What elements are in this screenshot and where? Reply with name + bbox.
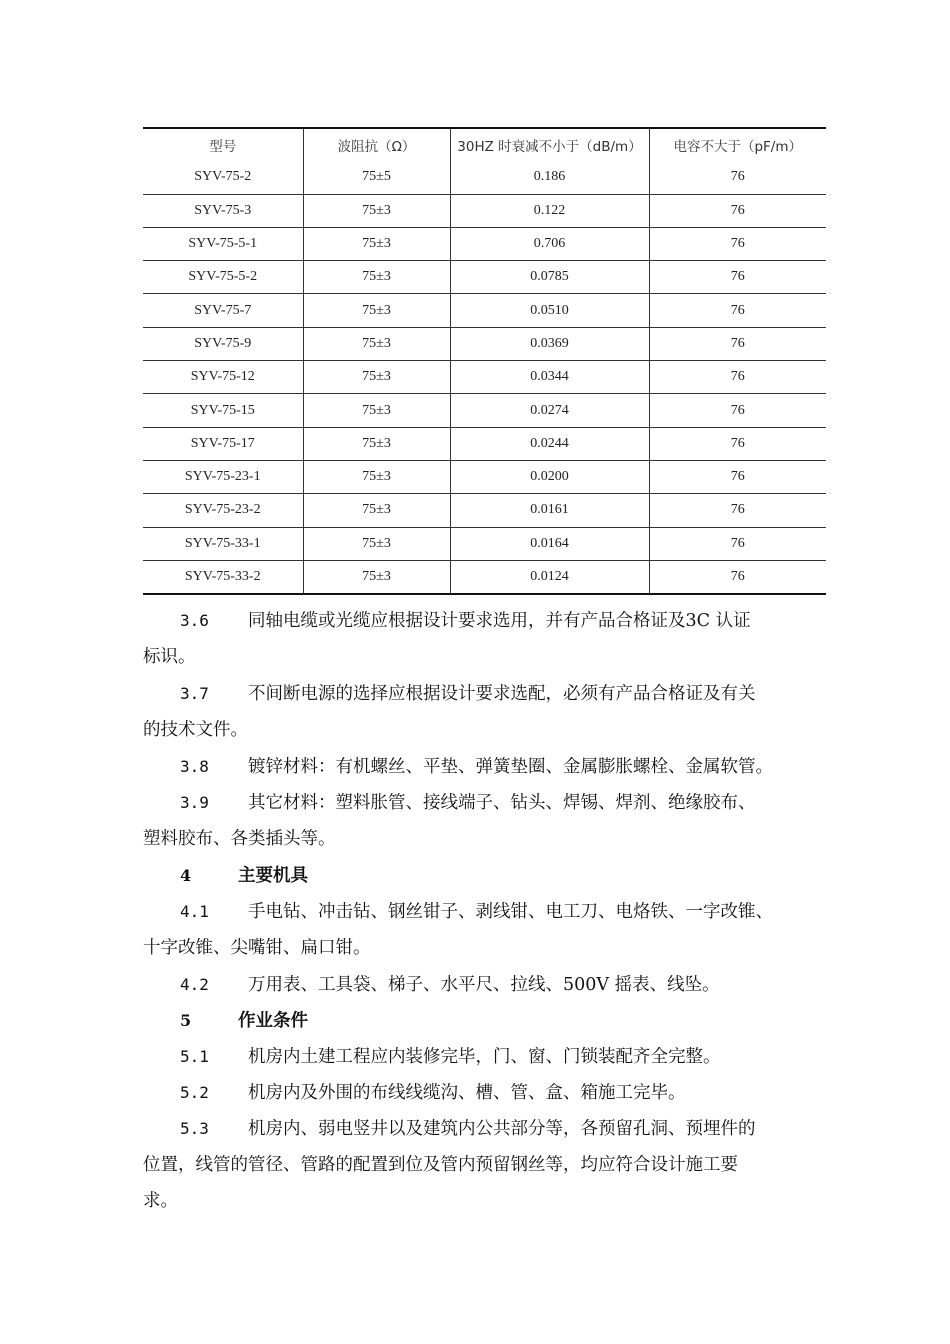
cell-attenuation: 0.0164 [450, 527, 649, 560]
cell-capacitance: 76 [649, 527, 826, 560]
item-text-cont2: 求。 [143, 1191, 178, 1211]
cell-attenuation: 0.122 [450, 194, 649, 227]
item-text: 机房内及外围的布线线缆沟、槽、管、盒、箱施工完毕。 [248, 1083, 686, 1103]
table-row [143, 427, 826, 460]
item-4-2 [143, 967, 828, 1003]
item-5-1 [143, 1039, 828, 1075]
cell-model: SYV-75-23-1 [143, 460, 303, 493]
table-header-row [143, 128, 826, 161]
cell-model: SYV-75-33-1 [143, 527, 303, 560]
item-4-1 [143, 894, 828, 966]
cell-capacitance: 76 [649, 460, 826, 493]
section-5-heading [143, 1003, 828, 1039]
cell-impedance: 75±3 [303, 327, 450, 360]
section-number: 4 [180, 866, 192, 885]
header-capacitance: 电容不大于（pF/m） [649, 128, 826, 161]
cell-model: SYV-75-9 [143, 327, 303, 360]
cell-model: SYV-75-2 [143, 161, 303, 194]
cell-impedance: 75±3 [303, 494, 450, 527]
header-impedance: 波阻抗（Ω） [303, 128, 450, 161]
cell-model: SYV-75-7 [143, 294, 303, 327]
item-text-cont: 标识。 [143, 647, 196, 667]
item-3-8 [143, 749, 828, 785]
item-text: 不间断电源的选择应根据设计要求选配，必须有产品合格证及有关 [248, 684, 756, 704]
cell-impedance: 75±5 [303, 161, 450, 194]
item-number: 4.2 [180, 975, 209, 994]
cell-model: SYV-75-3 [143, 194, 303, 227]
cell-impedance: 75±3 [303, 527, 450, 560]
cell-attenuation: 0.0369 [450, 327, 649, 360]
item-number: 3.6 [180, 611, 209, 630]
item-5-2 [143, 1075, 828, 1111]
cell-capacitance: 76 [649, 361, 826, 394]
cell-capacitance: 76 [649, 327, 826, 360]
table-row [143, 494, 826, 527]
cell-capacitance: 76 [649, 194, 826, 227]
section-4-heading [143, 858, 828, 894]
table-row [143, 161, 826, 194]
item-number: 5.2 [180, 1083, 209, 1102]
cell-model: SYV-75-23-2 [143, 494, 303, 527]
cell-impedance: 75±3 [303, 294, 450, 327]
table-row [143, 261, 826, 294]
item-number: 4.1 [180, 902, 209, 921]
table-row [143, 560, 826, 594]
cell-capacitance: 76 [649, 161, 826, 194]
cell-model: SYV-75-17 [143, 427, 303, 460]
cell-impedance: 75±3 [303, 194, 450, 227]
cell-capacitance: 76 [649, 394, 826, 427]
cell-impedance: 75±3 [303, 361, 450, 394]
table-row [143, 327, 826, 360]
item-text: 机房内土建工程应内装修完毕，门、窗、门锁装配齐全完整。 [248, 1047, 721, 1067]
table-row [143, 394, 826, 427]
cell-model: SYV-75-15 [143, 394, 303, 427]
item-text: 万用表、工具袋、梯子、水平尺、拉线、500V 摇表、线坠。 [248, 975, 720, 995]
cell-impedance: 75±3 [303, 227, 450, 260]
item-3-7 [143, 676, 828, 748]
cell-capacitance: 76 [649, 427, 826, 460]
item-number: 3.7 [180, 684, 209, 703]
cell-attenuation: 0.186 [450, 161, 649, 194]
cell-model: SYV-75-5-2 [143, 261, 303, 294]
cell-capacitance: 76 [649, 294, 826, 327]
cell-impedance: 75±3 [303, 261, 450, 294]
cell-attenuation: 0.0200 [450, 460, 649, 493]
cell-attenuation: 0.0274 [450, 394, 649, 427]
table-row [143, 361, 826, 394]
cell-attenuation: 0.0344 [450, 361, 649, 394]
cell-attenuation: 0.0510 [450, 294, 649, 327]
section-title: 主要机具 [238, 866, 308, 886]
section-title: 作业条件 [238, 1011, 308, 1031]
table-row [143, 194, 826, 227]
cell-capacitance: 76 [649, 227, 826, 260]
table-row [143, 294, 826, 327]
item-number: 3.9 [180, 793, 209, 812]
item-text: 手电钻、冲击钻、钢丝钳子、剥线钳、电工刀、电烙铁、一字改锥、 [248, 902, 773, 922]
item-3-9 [143, 785, 828, 857]
item-5-3 [143, 1111, 828, 1219]
table-row [143, 460, 826, 493]
cell-attenuation: 0.0124 [450, 560, 649, 594]
cell-model: SYV-75-12 [143, 361, 303, 394]
item-text-cont: 十字改锥、尖嘴钳、扁口钳。 [143, 938, 371, 958]
cell-capacitance: 76 [649, 494, 826, 527]
cell-attenuation: 0.0161 [450, 494, 649, 527]
item-text: 同轴电缆或光缆应根据设计要求选用，并有产品合格证及3C 认证 [248, 611, 751, 631]
item-text: 镀锌材料：有机螺丝、平垫、弹簧垫圈、金属膨胀螺栓、金属软管。 [248, 757, 773, 777]
cell-capacitance: 76 [649, 261, 826, 294]
cell-capacitance: 76 [649, 560, 826, 594]
table-row [143, 527, 826, 560]
item-text-cont: 位置，线管的管径、管路的配置到位及管内预留钢丝等，均应符合设计施工要 [143, 1155, 738, 1175]
cable-spec-table [143, 127, 826, 595]
header-attenuation: 30HZ 时衰减不小于（dB/m） [450, 128, 649, 161]
cell-impedance: 75±3 [303, 427, 450, 460]
cell-impedance: 75±3 [303, 560, 450, 594]
table-row [143, 227, 826, 260]
cell-attenuation: 0.0785 [450, 261, 649, 294]
item-text: 机房内、弱电竖井以及建筑内公共部分等，各预留孔洞、预埋件的 [248, 1119, 756, 1139]
cell-model: SYV-75-33-2 [143, 560, 303, 594]
item-number: 5.1 [180, 1047, 209, 1066]
item-text: 其它材料：塑料胀管、接线端子、钻头、焊锡、焊剂、绝缘胶布、 [248, 793, 756, 813]
section-number: 5 [180, 1011, 192, 1030]
item-text-cont: 塑料胶布、各类插头等。 [143, 829, 336, 849]
cell-attenuation: 0.0244 [450, 427, 649, 460]
cell-model: SYV-75-5-1 [143, 227, 303, 260]
item-text-cont: 的技术文件。 [143, 720, 248, 740]
cell-attenuation: 0.706 [450, 227, 649, 260]
item-number: 3.8 [180, 757, 209, 776]
item-3-6 [143, 603, 828, 675]
item-number: 5.3 [180, 1119, 209, 1138]
cell-impedance: 75±3 [303, 394, 450, 427]
header-model: 型号 [143, 128, 303, 161]
cell-impedance: 75±3 [303, 460, 450, 493]
